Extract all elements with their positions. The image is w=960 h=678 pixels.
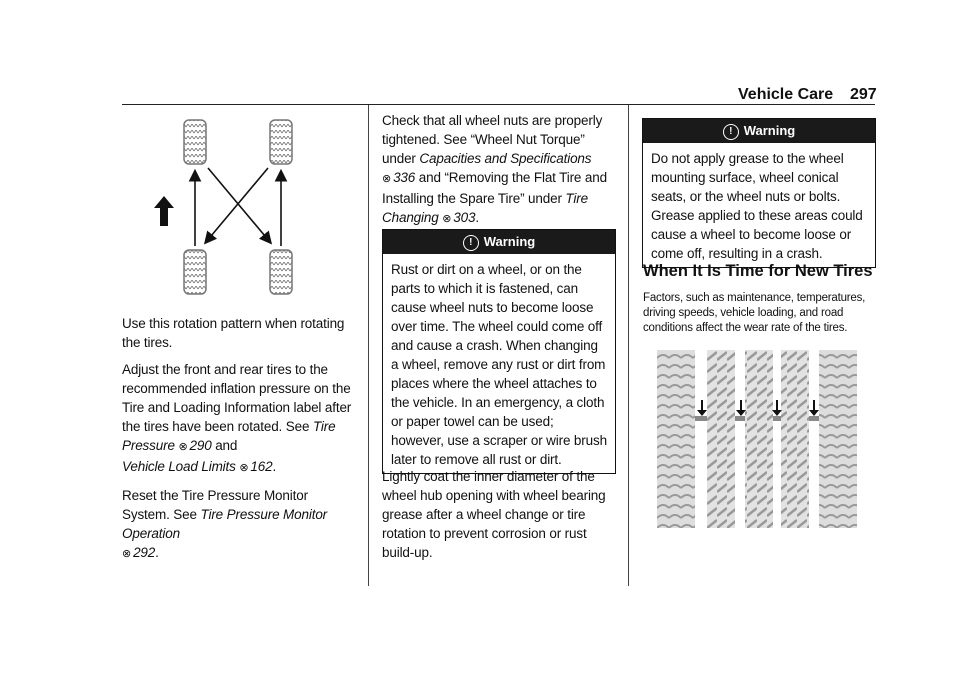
forward-direction-icon [154, 196, 174, 226]
tire-rotation-diagram [150, 118, 320, 298]
header-rule [122, 104, 875, 105]
page-number: 297 [850, 86, 877, 103]
and-text: and [215, 438, 238, 453]
page-ref-icon: ⊗ [122, 548, 132, 560]
tire-changing-link[interactable]: Tire Changing [382, 191, 588, 225]
warning-title: Warning [743, 123, 796, 138]
rust-warning-box [382, 229, 616, 474]
column-divider-2 [628, 105, 629, 586]
rotation-caption: Use this rotation pattern when rotating the tires. [122, 316, 345, 350]
vehicle-load-limits-page-ref[interactable]: 162 [250, 459, 273, 474]
wheel-nuts-paragraph: Check that all wheel nuts are properly tightened. See “Wheel Nut Torque” under Capacities and Specifications ⊗ 336 and “Removing the Flat Tire and Installing the Spare Tire” under Tire Changing ⊗ 303. [382, 113, 607, 225]
warning-text: Do not apply grease to the wheel mounting surface, wheel conical seats, or the wheel nuts or bolts. Grease applied to these areas could cause a wheel to become loose or come off, resulting in a crash. [651, 151, 863, 261]
capacities-specs-page-ref[interactable]: 336 [393, 170, 416, 185]
warning-header [383, 230, 615, 254]
tire-pressure-link[interactable]: Tire Pressure [122, 419, 336, 453]
reset-tpms-paragraph: Reset the Tire Pressure Monitor System. See Tire Pressure Monitor Operation ⊗ 292. [122, 488, 328, 560]
warning-icon: ! [723, 124, 739, 140]
column-2-intro [382, 111, 614, 237]
wear-bar [773, 416, 781, 421]
warning-title: Warning [483, 234, 536, 249]
down-arrow-icon [697, 400, 707, 416]
front-right-tire [270, 120, 292, 164]
down-arrow-icon [809, 400, 819, 416]
wear-bar [809, 416, 819, 421]
page-ref-icon: ⊗ [382, 173, 392, 185]
down-arrow-icon [772, 400, 782, 416]
warning-icon: ! [463, 235, 479, 251]
inflation-paragraph: Adjust the front and rear tires to the recommended inflation pressure on the Tire and Loading Information label after the tires have been rotated. See Tire Pressure ⊗ 290 and Vehicle Load Limits ⊗ 162. [122, 362, 352, 474]
capacities-specs-link[interactable]: Capacities and Specifications [419, 151, 592, 166]
page-ref-icon: ⊗ [442, 213, 452, 225]
inflation-text: Adjust the front and rear tires to the recommended inflation pressure on the Tire and Loading Information label after the tires have been rotated. See [122, 362, 352, 434]
wear-bar [735, 416, 745, 421]
tread-band [745, 350, 773, 528]
down-arrow-icon [736, 400, 746, 416]
column-1 [122, 314, 358, 572]
wear-bar [695, 416, 707, 421]
tread-band [657, 350, 695, 528]
section-title: When It Is Time for New Tires [643, 262, 873, 280]
vehicle-load-limits-link[interactable]: Vehicle Load Limits [122, 459, 236, 474]
page-ref-icon: ⊗ [178, 441, 188, 453]
wheel-nuts-text: Check that all wheel nuts are properly tightened. See “Wheel Nut Torque” under [382, 113, 603, 166]
arrow-front-left-to-rear-right [208, 168, 270, 242]
warning-header [643, 119, 875, 143]
grease-warning-box [642, 118, 876, 268]
tire-changing-page-ref[interactable]: 303 [453, 210, 476, 225]
grease-paragraph-container [382, 467, 614, 570]
section-text: Factors, such as maintenance, temperatures, driving speeds, vehicle loading, and road conditions affect the wear rate of the tires. [643, 292, 866, 334]
page-ref-icon: ⊗ [239, 462, 249, 474]
tpms-operation-link[interactable]: Tire Pressure Monitor Operation [122, 507, 328, 541]
reset-tpms-text: Reset the Tire Pressure Monitor System. See [122, 488, 308, 522]
tpms-operation-page-ref[interactable]: 292 [133, 545, 156, 560]
tread-band [707, 350, 735, 528]
header-title: Vehicle Care [738, 86, 834, 103]
arrow-front-right-to-rear-left [206, 168, 268, 242]
rear-left-tire [184, 250, 206, 294]
grease-paragraph: Lightly coat the inner diameter of the wheel hub opening with wheel bearing grease after a wheel change or tire rotation to prevent corrosion or rust build-up. [382, 469, 606, 560]
tread-band [781, 350, 809, 528]
warning-text: Rust or dirt on a wheel, or on the parts to which it is fastened, can cause wheel nuts to become loose over time. The wheel could come off and cause a crash. When changing a wheel, remove any rust or dirt from places where the wheel attaches to the vehicle. In an emergency, a cloth or paper towel can be used; however, use a scraper or wire brush later to remove all rust or dirt. [391, 262, 607, 467]
front-left-tire [184, 120, 206, 164]
column-divider-1 [368, 105, 369, 586]
rear-right-tire [270, 250, 292, 294]
spare-tire-text: and “Removing the Flat Tire and Installing the Spare Tire” under [382, 170, 607, 206]
tire-pressure-page-ref[interactable]: 290 [189, 438, 212, 453]
tread-band [819, 350, 857, 528]
tread-wear-indicator-illustration [657, 350, 857, 530]
